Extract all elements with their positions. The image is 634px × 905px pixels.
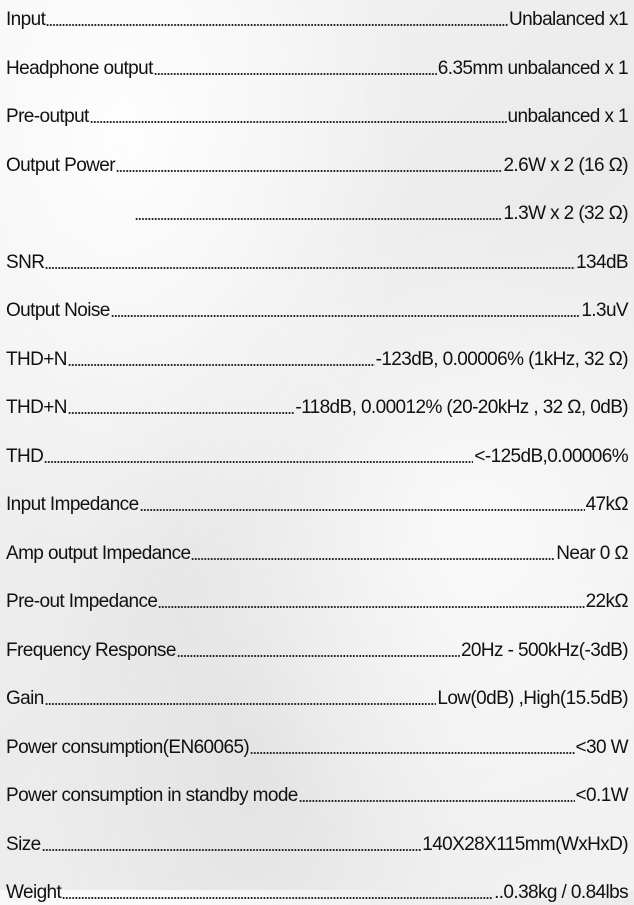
- spec-value: <0.1W: [576, 786, 628, 808]
- spec-label: Headphone output: [6, 59, 153, 81]
- spec-row-size: [6, 808, 628, 857]
- spec-row-standby-power: [6, 760, 628, 809]
- dotted-leader: [45, 703, 437, 705]
- spec-label: Output Power: [6, 156, 115, 178]
- spec-label: Input Impedance: [6, 495, 139, 517]
- spec-value: Unbalanced x1: [509, 10, 628, 32]
- spec-value: <30 W: [576, 738, 628, 760]
- dotted-leader: [90, 121, 507, 123]
- spec-label: Gain: [6, 689, 44, 711]
- spec-label: Pre-out Impedance: [6, 592, 157, 614]
- spec-label: Input: [6, 10, 45, 32]
- spec-value: ..0.38kg / 0.84lbs: [494, 883, 628, 905]
- spec-value: 134dB: [576, 253, 628, 275]
- spec-label: [6, 223, 134, 226]
- spec-value: 47kΩ: [586, 495, 628, 517]
- spec-label: Weight: [6, 883, 61, 905]
- spec-row-amp-output-impedance: [6, 517, 628, 566]
- dotted-leader: [299, 800, 575, 802]
- spec-row-gain: [6, 663, 628, 712]
- spec-value: 22kΩ: [586, 592, 628, 614]
- spec-label: Output Noise: [6, 301, 110, 323]
- spec-label: Size: [6, 835, 41, 857]
- spec-row-thd: [6, 420, 628, 469]
- spec-label: THD+N: [6, 350, 67, 372]
- dotted-leader: [111, 315, 581, 317]
- dotted-leader: [45, 267, 575, 269]
- spec-value: -123dB, 0.00006% (1kHz, 32 Ω): [376, 350, 628, 372]
- dotted-leader: [140, 509, 585, 511]
- dotted-leader: [44, 461, 473, 463]
- spec-label: THD: [6, 447, 43, 469]
- spec-row-pre-out-impedance: [6, 566, 628, 615]
- dotted-leader: [68, 364, 375, 366]
- spec-value: 6.35mm unbalanced x 1: [438, 59, 628, 81]
- spec-label: Power consumption(EN60065): [6, 738, 249, 760]
- dotted-leader: [135, 218, 502, 220]
- spec-row-snr: [6, 226, 628, 275]
- dotted-leader: [116, 170, 502, 172]
- spec-value: 2.6W x 2 (16 Ω): [503, 156, 628, 178]
- spec-row-headphone-output: [6, 32, 628, 81]
- spec-row-pre-output: [6, 81, 628, 130]
- spec-label: THD+N: [6, 398, 67, 420]
- spec-value: unbalanced x 1: [508, 107, 628, 129]
- spec-label: Frequency Response: [6, 641, 176, 663]
- spec-value: 1.3uV: [581, 301, 628, 323]
- dotted-leader: [250, 752, 574, 754]
- dotted-leader: [191, 558, 555, 560]
- dotted-leader: [68, 412, 294, 414]
- spec-row-thd-n-1khz: [6, 323, 628, 372]
- dotted-leader: [46, 24, 508, 26]
- dotted-leader: [177, 655, 460, 657]
- spec-row-input-impedance: [6, 469, 628, 518]
- spec-value: -118dB, 0.00012% (20-20kHz , 32 Ω, 0dB): [295, 398, 628, 420]
- dotted-leader: [42, 849, 422, 851]
- spec-value: <-125dB,0.00006%: [474, 447, 628, 469]
- spec-row-output-power-16: [6, 129, 628, 178]
- spec-row-weight: [6, 857, 628, 905]
- spec-value: 140X28X115mm(WxHxD): [422, 835, 628, 857]
- spec-label: Power consumption in standby mode: [6, 786, 298, 808]
- dotted-leader: [154, 73, 437, 75]
- spec-row-thd-n-full-band: [6, 372, 628, 421]
- spec-value: 20Hz - 500kHz(-3dB): [461, 641, 628, 663]
- spec-label: Amp output Impedance: [6, 544, 190, 566]
- dotted-leader: [158, 606, 584, 608]
- spec-label: Pre-output: [6, 107, 89, 129]
- spec-value: 1.3W x 2 (32 Ω): [503, 204, 628, 226]
- spec-row-power-consumption: [6, 711, 628, 760]
- spec-label: SNR: [6, 253, 44, 275]
- spec-row-output-noise: [6, 275, 628, 324]
- spec-row-frequency-response: [6, 614, 628, 663]
- spec-row-input: [6, 0, 628, 32]
- spec-value: Low(0dB) ,High(15.5dB): [437, 689, 628, 711]
- spec-row-output-power-32: [6, 178, 628, 227]
- spec-value: Near 0 Ω: [556, 544, 628, 566]
- dotted-leader: [62, 897, 493, 899]
